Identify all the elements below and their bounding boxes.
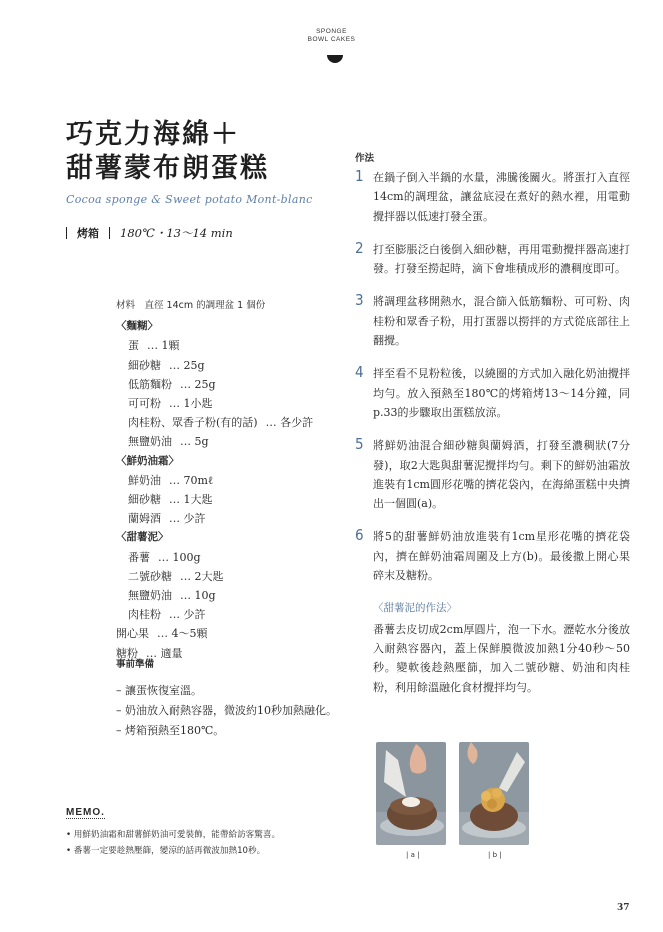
preparation-head: 事前準備 <box>116 659 155 670</box>
ingredient-item: 番薯 … 100g <box>128 550 201 564</box>
oven-value: 180℃・13〜14 min <box>120 226 233 240</box>
step-text: 打至膨脹泛白後倒入細砂糖，再用電動攪拌器高速打發。打發至撈起時，滴下會堆積成形的濃稠度即可。 <box>373 242 630 276</box>
ingredient-item: 二號砂糖 … 2大匙 <box>128 569 224 583</box>
title-line2: 甜薯蒙布朗蛋糕 <box>66 153 269 184</box>
step-number: 2 <box>355 238 364 257</box>
step-text: 將5的甜薯鮮奶油放進裝有1cm星形花嘴的擠花袋內，擠在鮮奶油霜周圍及上方(b)。最後撒上開心果碎末及糖粉。 <box>373 530 630 583</box>
ingredient-item: 細砂糖 … 25g <box>128 358 205 372</box>
ingredient-group-sweet-potato: 〈甜薯泥〉 <box>116 531 169 544</box>
sweet-potato-method-text: 番薯去皮切成2cm厚圓片，泡一下水。瀝乾水分後放入耐熱容器內，蓋上保鮮膜微波加熱1分40秒〜50秒。變軟後趁熱壓篩，加入二號砂糖、奶油和肉桂粉，利用餘溫融化食材攪拌均勻。 <box>373 622 630 694</box>
ingredient-item: 無鹽奶油 … 10g <box>128 589 216 603</box>
method-step <box>355 364 630 422</box>
method-step <box>355 527 630 585</box>
title-line1: 巧克力海綿＋ <box>66 119 240 150</box>
method <box>355 150 630 697</box>
divider <box>109 227 110 239</box>
oven-info <box>66 225 233 241</box>
preparation <box>116 655 346 741</box>
recipe-subtitle: Cocoa sponge & Sweet potato Mont-blanc <box>66 193 313 206</box>
step-number: 5 <box>355 435 364 454</box>
ingredient-item: 肉桂粉、眾香子粉(有的話) … 各少許 <box>128 416 314 430</box>
ingredient-item: 蛋 … 1顆 <box>128 339 180 353</box>
memo-head: MEMO. <box>66 807 105 818</box>
ingredient-item: 糖粉 … 適量 <box>116 646 183 660</box>
header-semicircle-icon <box>327 55 343 63</box>
section-header-line1: SPONGE <box>316 28 347 35</box>
step-text: 將調理盆移開熱水，混合篩入低筋麵粉、可可粉、肉桂粉和眾香子粉，用打蛋器以撈拌的方式從底部往上翻攪。 <box>373 295 630 348</box>
ingredients-list <box>116 296 366 663</box>
oven-label: 烤箱 <box>77 227 99 240</box>
sweet-potato-method <box>355 599 630 696</box>
step-number: 3 <box>355 291 364 310</box>
step-text: 拌至看不見粉粒後，以繞圈的方式加入融化奶油攪拌均勻。放入預熱至180℃的烤箱烤13〜14分鐘，同p.33的步驟取出蛋糕放涼。 <box>373 367 630 419</box>
photo-a <box>376 742 446 845</box>
divider <box>66 227 67 239</box>
ingredient-item: 鮮奶油 … 70mℓ <box>128 473 214 487</box>
photo-b-caption: | b | <box>488 851 502 859</box>
preparation-item: – 讓蛋恢復室溫。 <box>116 684 202 697</box>
photo-a-caption: | a | <box>406 851 420 859</box>
memo-item: • 用鮮奶油霜和甜薯鮮奶油可愛裝飾，能帶給訪客驚喜。 <box>66 830 281 840</box>
photo-b-image <box>459 742 529 845</box>
method-step <box>355 240 630 279</box>
page-number: 37 <box>617 903 630 913</box>
ingredient-item: 肉桂粉 … 少許 <box>128 608 206 622</box>
step-number: 1 <box>355 167 364 185</box>
memo <box>66 800 336 859</box>
ingredient-item: 無鹽奶油 … 5g <box>128 435 209 449</box>
step-number: 4 <box>355 363 364 382</box>
sweet-potato-method-head: 〈甜薯泥的作法〉 <box>373 602 457 615</box>
method-step <box>355 168 630 226</box>
memo-item: • 番薯一定要趁熱壓篩，變涼的話再微波加熱10秒。 <box>66 846 266 856</box>
ingredient-item: 開心果 … 4〜5顆 <box>116 627 208 641</box>
preparation-item: – 奶油放入耐熱容器，微波約10秒加熱融化。 <box>116 704 337 717</box>
method-step <box>355 436 630 513</box>
section-header-line2: BOWL CAKES <box>307 36 356 43</box>
photo-a-image <box>376 742 446 845</box>
step-number: 6 <box>355 526 364 545</box>
method-head: 作法 <box>355 153 375 164</box>
ingredient-group-batter: 〈麵糊〉 <box>116 320 158 333</box>
recipe-title <box>66 118 269 186</box>
preparation-item: – 烤箱預熱至180℃。 <box>116 724 225 737</box>
ingredient-item: 細砂糖 … 1大匙 <box>128 493 213 507</box>
ingredient-group-cream: 〈鮮奶油霜〉 <box>116 454 179 467</box>
ingredient-item: 可可粉 … 1小匙 <box>128 397 213 411</box>
step-text: 將鮮奶油混合細砂糖與蘭姆酒，打發至濃稠狀(7分發)，取2大匙與甜薯泥攪拌均勻。剩下的鮮奶油霜放進裝有1cm圓形花嘴的擠花袋內，在海綿蛋糕中央擠出一個圓(a)。 <box>373 439 630 511</box>
photo-b <box>459 742 529 845</box>
ingredients-head: 材料 直徑 14cm 的調理盆 1 個份 <box>116 300 266 311</box>
method-step <box>355 292 630 350</box>
step-text: 在鍋子倒入半鍋的水量，沸騰後關火。將蛋打入直徑14cm的調理盆，讓盆底浸在煮好的熱水裡，用電動攪拌器以低速打發全蛋。 <box>373 171 630 223</box>
ingredient-item: 蘭姆酒 … 少許 <box>128 512 206 526</box>
section-header <box>0 28 663 44</box>
ingredient-item: 低筋麵粉 … 25g <box>128 377 216 391</box>
